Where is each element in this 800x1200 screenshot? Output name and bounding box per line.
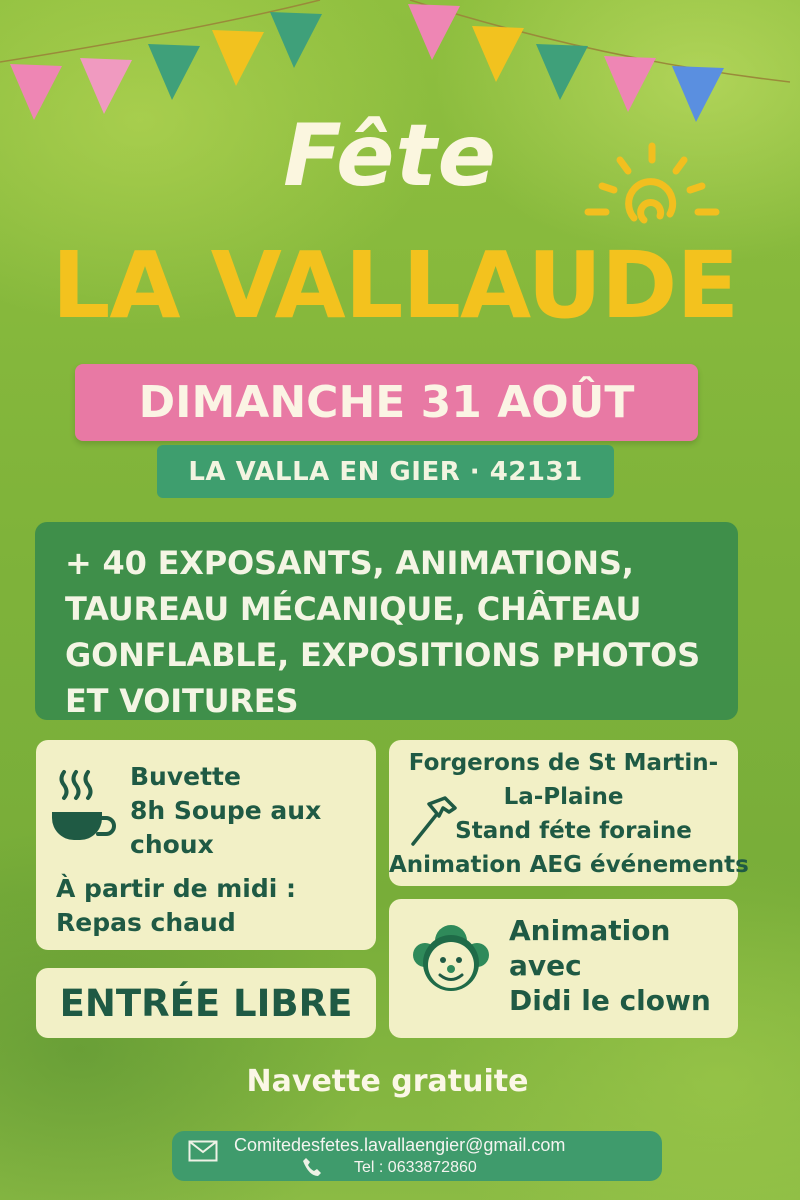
forgerons-line: Animation AEG événements (389, 852, 749, 878)
buvette-line: Buvette (130, 762, 241, 791)
buvette-card (36, 740, 376, 950)
highlight-line: GONFLABLE, EXPOSITIONS PHOTOS (65, 636, 700, 674)
clown-face-icon (411, 915, 491, 1001)
bunting-flag (604, 56, 656, 112)
buvette-text (130, 760, 321, 862)
phone-icon (302, 1157, 322, 1177)
entree-libre-text: ENTRÉE LIBRE (59, 981, 353, 1025)
bunting-flag (472, 26, 524, 82)
clown-line: avec (509, 949, 582, 982)
bunting-flag (536, 44, 588, 100)
contact-phone[interactable]: Tel : 0633872860 (354, 1159, 477, 1176)
bunting-flag (270, 12, 322, 68)
repas-line: Repas chaud (56, 908, 236, 937)
contact-email[interactable]: Comitedesfetes.lavallaengier@gmail.com (234, 1135, 566, 1155)
clown-line: Didi le clown (509, 984, 711, 1017)
entree-libre-card (36, 968, 376, 1038)
highlights-box (35, 522, 738, 720)
bunting-flag (408, 4, 460, 60)
buvette-line: 8h Soupe aux (130, 796, 322, 825)
bunting-flag (148, 44, 200, 100)
highlight-line: TAUREAU MÉCANIQUE, CHÂTEAU (65, 590, 642, 628)
clown-line: Animation (509, 914, 671, 947)
date-banner (75, 364, 698, 441)
bunting-flag (212, 30, 264, 86)
envelope-icon (188, 1140, 218, 1162)
contact-pill (172, 1131, 662, 1181)
highlight-line: + 40 EXPOSANTS, ANIMATIONS, (65, 544, 634, 582)
forgerons-text (389, 746, 749, 882)
forgerons-line: Stand féte foraine (455, 818, 692, 844)
coffee-cup-icon (50, 766, 120, 846)
navette-text: Navette gratuite (246, 1064, 529, 1099)
clown-text (509, 913, 711, 1018)
highlight-line: ET VOITURES (65, 682, 299, 720)
buvette-line: choux (130, 830, 214, 859)
repas-text (56, 872, 296, 940)
forgerons-card (389, 740, 749, 886)
clown-card (389, 899, 738, 1038)
forgerons-line: La-Plaine (503, 784, 624, 810)
title-fete: Fête (283, 106, 497, 206)
location-banner (157, 445, 614, 498)
repas-line: À partir de midi : (56, 874, 297, 903)
title-la-vallaude: LA VALLAUDE (51, 232, 739, 339)
event-location: LA VALLA EN GIER · 42131 (188, 456, 583, 487)
forgerons-line: Forgerons de St Martin- (408, 750, 719, 776)
event-date: DIMANCHE 31 AOÛT (138, 377, 635, 428)
